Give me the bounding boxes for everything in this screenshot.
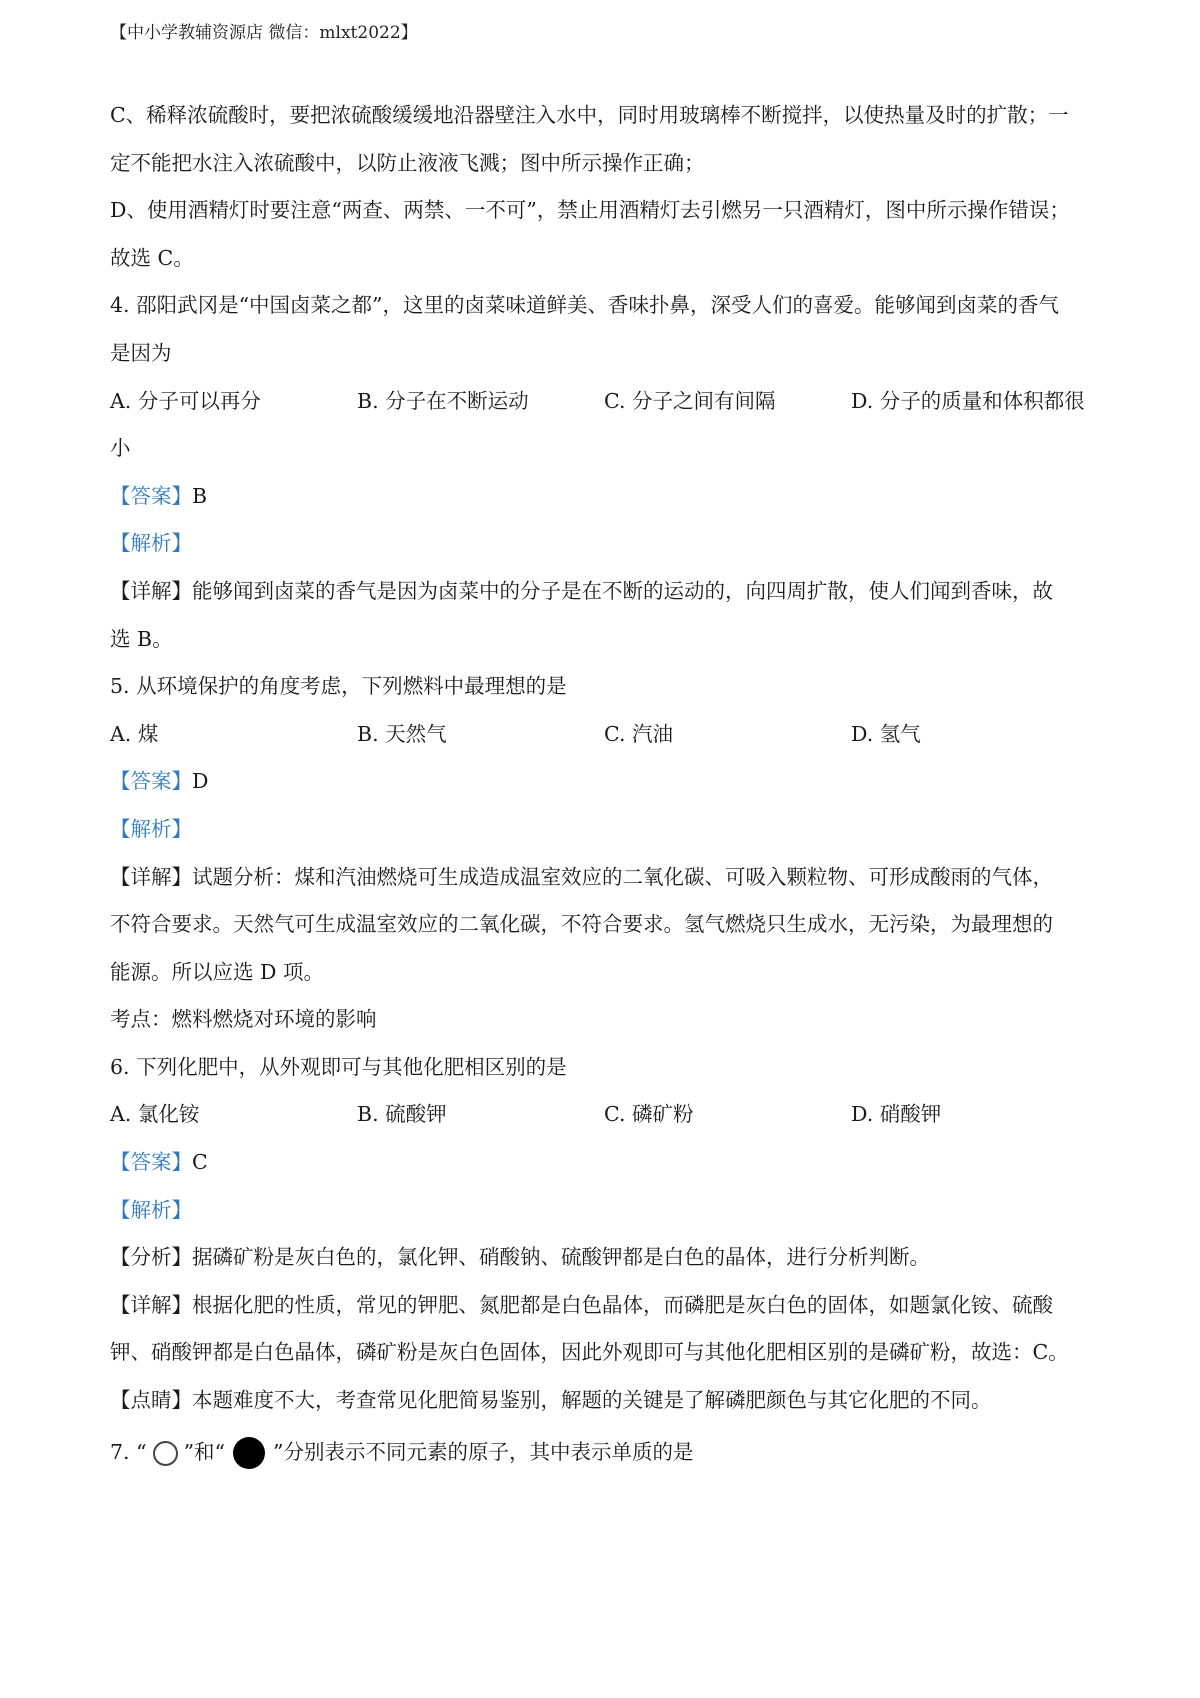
q4-detail-line2: 选 B。 — [110, 626, 173, 651]
q5-answer — [110, 758, 1100, 806]
prev-option-d-line: D、使用酒精灯时要注意“两查、两禁、一不可”，禁止用酒精灯去引燃另一只酒精灯，图中所示操作错误； — [110, 198, 1070, 223]
q6-answer-tag: 【答案】 — [110, 1150, 192, 1175]
q4-option-wrap: 小 — [110, 436, 131, 461]
q5-answer-value: D — [192, 769, 209, 794]
q6-options — [110, 1091, 1100, 1139]
q4-option-c: C. 分子之间有间隔 — [604, 388, 776, 413]
q4-options — [110, 378, 1100, 426]
q4-answer-tag: 【答案】 — [110, 483, 192, 508]
q6-detail-line1 — [110, 1282, 1100, 1330]
q5-option-d: D. 氢气 — [851, 721, 921, 746]
q6-detail-tag: 【详解】 — [110, 1292, 192, 1317]
q4-option-d: D. 分子的质量和体积都很 — [851, 388, 1085, 413]
q6-fenxi — [110, 1234, 1100, 1282]
q4-option-b: B. 分子在不断运动 — [357, 388, 529, 413]
q4-detail-tag: 【详解】 — [110, 578, 192, 603]
q7-stem — [110, 1429, 1100, 1477]
q4-option-a: A. 分子可以再分 — [110, 388, 261, 413]
q5-analysis — [110, 806, 1100, 854]
q5-analysis-tag: 【解析】 — [110, 816, 192, 841]
q6-option-a: A. 氯化铵 — [110, 1102, 200, 1127]
page-header: 【中小学教辅资源店 微信：mlxt2022】 — [110, 23, 418, 43]
q6-option-c: C. 磷矿粉 — [604, 1102, 694, 1127]
q6-detail-line2: 钾、硝酸钾都是白色晶体，磷矿粉是灰白色固体，因此外观即可与其他化肥相区别的是磷矿粉，故选：C。 — [110, 1340, 1069, 1365]
q5-detail-line2: 不符合要求。天然气可生成温室效应的二氧化碳，不符合要求。氢气燃烧只生成水，无污染，为最理想的 — [110, 912, 1053, 937]
q4-answer-value: B — [192, 483, 208, 508]
q6-fenxi-text: 据磷矿粉是灰白色的，氯化钾、硝酸钠、硫酸钾都是白色的晶体，进行分析判断。 — [192, 1245, 930, 1270]
q5-detail-tag: 【详解】 — [110, 864, 192, 889]
q5-stem: 5. 从环境保护的角度考虑，下列燃料中最理想的是 — [110, 674, 567, 699]
q7-prefix: 7. “ — [110, 1439, 147, 1464]
q4-stem-line2: 是因为 — [110, 340, 172, 365]
q4-analysis — [110, 520, 1100, 568]
q4-detail-text1: 能够闻到卤菜的香气是因为卤菜中的分子是在不断的运动的，向四周扩散，使人们闻到香味，故 — [192, 578, 1053, 603]
prev-option-c-line1: C、稀释浓硫酸时，要把浓硫酸缓缓地沿器壁注入水中，同时用玻璃棒不断搅拌，以使热量及时的扩散；一 — [110, 103, 1069, 127]
q6-analysis — [110, 1187, 1100, 1235]
q5-detail-line1 — [110, 854, 1100, 902]
prev-conclusion: 故选 C。 — [110, 245, 194, 270]
q7-mid: ”和“ — [183, 1439, 226, 1464]
solid-circle-icon — [233, 1437, 265, 1469]
q6-option-d: D. 硝酸钾 — [851, 1102, 942, 1127]
q6-detail-text1: 根据化肥的性质，常见的钾肥、氮肥都是白色晶体，而磷肥是灰白色的固体，如题氯化铵、硫酸 — [192, 1292, 1053, 1317]
q6-stem: 6. 下列化肥中，从外观即可与其他化肥相区别的是 — [110, 1054, 567, 1079]
q4-analysis-tag: 【解析】 — [110, 531, 192, 556]
q5-detail-text1: 试题分析：煤和汽油燃烧可生成造成温室效应的二氧化碳、可吸入颗粒物、可形成酸雨的气体， — [192, 864, 1053, 889]
hollow-circle-icon — [153, 1441, 178, 1466]
q6-fenxi-tag: 【分析】 — [110, 1245, 192, 1270]
q5-option-a: A. 煤 — [110, 721, 159, 746]
prev-option-c-line2: 定不能把水注入浓硫酸中，以防止液液飞溅；图中所示操作正确； — [110, 150, 705, 175]
q6-answer — [110, 1139, 1100, 1187]
q6-option-b: B. 硫酸钾 — [357, 1102, 447, 1127]
q6-answer-value: C — [192, 1150, 208, 1175]
q6-dianjing — [110, 1377, 1100, 1425]
q4-detail-line1 — [110, 568, 1100, 616]
q7-suffix: ”分别表示不同元素的原子，其中表示单质的是 — [273, 1439, 694, 1464]
q5-options — [110, 711, 1100, 759]
q5-detail-line3: 能源。所以应选 D 项。 — [110, 959, 324, 984]
q4-stem-line1: 4. 邵阳武冈是“中国卤菜之都”，这里的卤菜味道鲜美、香味扑鼻，深受人们的喜爱。能够闻到卤菜的香气 — [110, 293, 1060, 318]
q6-dianjing-tag: 【点睛】 — [110, 1388, 192, 1413]
q5-option-c: C. 汽油 — [604, 721, 673, 746]
q5-answer-tag: 【答案】 — [110, 769, 192, 794]
document-content — [110, 92, 1100, 1476]
q6-dianjing-text: 本题难度不大，考查常见化肥简易鉴别，解题的关键是了解磷肥颜色与其它化肥的不同。 — [192, 1388, 992, 1413]
q6-analysis-tag: 【解析】 — [110, 1197, 192, 1222]
q5-option-b: B. 天然气 — [357, 721, 447, 746]
q4-answer — [110, 473, 1100, 521]
q5-kaodian: 考点：燃料燃烧对环境的影响 — [110, 1007, 377, 1032]
